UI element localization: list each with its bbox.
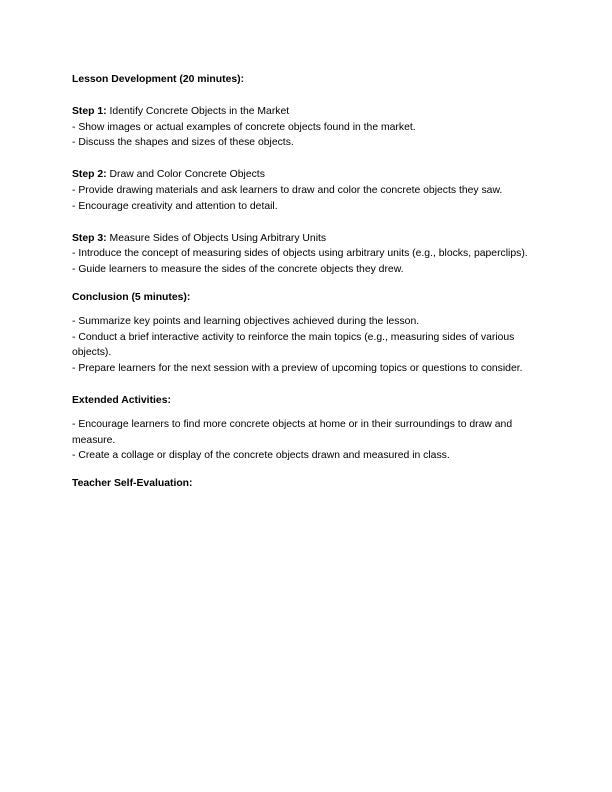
conclusion-bullet: - Summarize key points and learning objectives achieved during the lesson. <box>72 315 420 327</box>
step-2-bullet: - Encourage creativity and attention to detail. <box>72 200 278 212</box>
step-3-label: Step 3: <box>72 232 107 244</box>
step-1-bullet: - Show images or actual examples of concrete objects found in the market. <box>72 121 416 133</box>
extended-activities-list <box>72 417 542 464</box>
step-3-bullet: - Guide learners to measure the sides of the concrete objects they drew. <box>72 264 404 276</box>
conclusion-list <box>72 314 542 377</box>
step-3-bullet: - Introduce the concept of measuring sides of objects using arbitrary units (e.g., blocks, paperclips). <box>72 248 528 260</box>
extended-activities-bullet: - Encourage learners to find more concrete objects at home or in their surroundings to draw and measure. <box>72 418 513 446</box>
extended-activities-heading: Extended Activities: <box>72 394 171 406</box>
step-2-title-line <box>72 167 542 183</box>
step-1 <box>72 104 542 151</box>
extended-activities-bullet: - Create a collage or display of the concrete objects drawn and measured in class. <box>72 450 450 462</box>
step-3-title: Measure Sides of Objects Using Arbitrary Units <box>106 232 327 244</box>
step-1-title: Identify Concrete Objects in the Market <box>106 105 290 117</box>
step-1-label: Step 1: <box>72 105 107 117</box>
conclusion-heading: Conclusion (5 minutes): <box>72 291 191 303</box>
step-2 <box>72 167 542 214</box>
step-3 <box>72 231 542 278</box>
step-2-bullet: - Provide drawing materials and ask learners to draw and color the concrete objects they saw. <box>72 184 503 196</box>
lesson-development-heading: Lesson Development (20 minutes): <box>72 74 245 85</box>
conclusion-bullet: - Prepare learners for the next session with a preview of upcoming topics or questions to consider. <box>72 363 523 375</box>
step-1-title-line <box>72 104 542 120</box>
conclusion-bullet: - Conduct a brief interactive activity to reinforce the main topics (e.g., measuring sides of various objects). <box>72 331 515 359</box>
step-2-label: Step 2: <box>72 169 107 181</box>
step-3-title-line <box>72 231 542 247</box>
step-1-bullet: - Discuss the shapes and sizes of these objects. <box>72 137 294 149</box>
document-page <box>72 72 542 492</box>
step-2-title: Draw and Color Concrete Objects <box>106 169 265 181</box>
teacher-self-evaluation-heading: Teacher Self-Evaluation: <box>72 478 193 490</box>
